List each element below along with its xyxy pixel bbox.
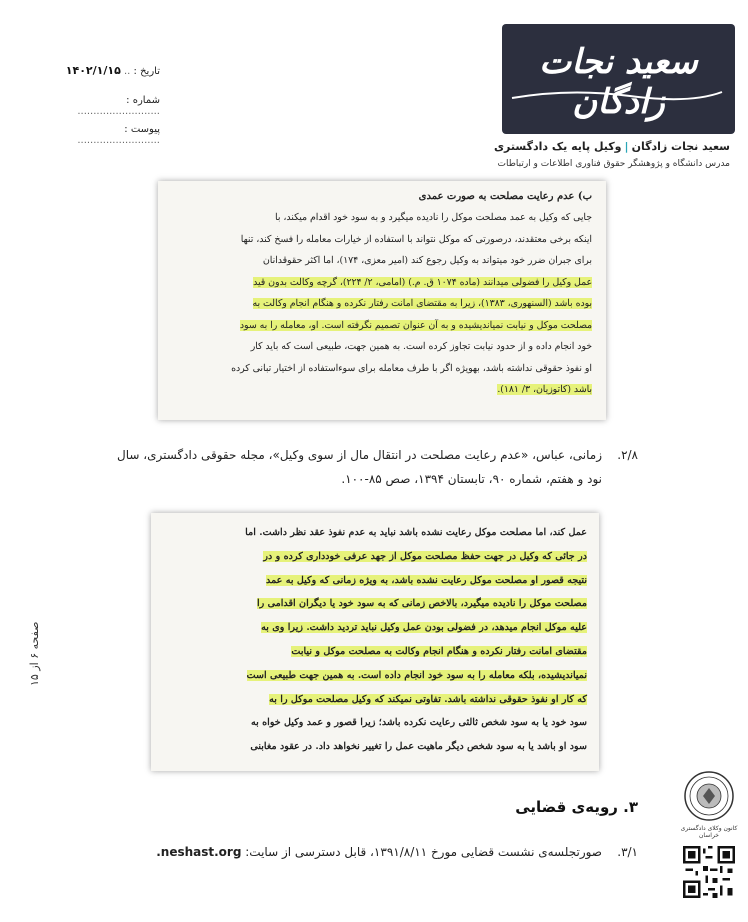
excerpt-2-line — [163, 664, 587, 688]
excerpt-1-line: جایی که وکیل به عمد مصلحت موکل را نادیده میگیرد و به سود خود اقدام میکند، با — [275, 212, 592, 223]
date-field — [48, 64, 160, 77]
excerpt-2-highlight: مقتضای امانت رفتار نکرده و هنگام انجام وکالت به مصلحت موکل و نیابت — [291, 645, 587, 657]
attachment-label: پیوست : — [124, 124, 160, 135]
logo-swoosh-icon — [510, 86, 725, 106]
lawyer-rank: وکیل پایه یک دادگستری — [493, 140, 622, 153]
excerpt-2-line: سود خود یا به سود شخص ثالثی رعایت نکرده باشد؛ زیرا قصور و عمد وکیل خواه به — [250, 717, 587, 729]
excerpt-2-line — [163, 640, 587, 664]
excerpt-2-line — [163, 545, 587, 569]
qr-code-icon[interactable] — [683, 846, 735, 898]
excerpt-1-highlight: باشد (کاتوزیان، ۳/ ۱۸۱). — [497, 384, 592, 395]
attachment-dots: .......................... — [77, 135, 160, 146]
excerpt-1-highlight: عمل وکیل را فضولی میدانند (ماده ۱۰۷۴ ق. م.) (امامی، ۲/ ۲۲۴)، گرچه وکالت بدون قید — [253, 276, 592, 288]
excerpt-1-highlight: بوده باشد (السنهوری، ۱۳۸۳)، زیرا به مقتضای امانت رفتار نکرده و هنگام انجام وکالت به — [252, 298, 592, 309]
date-label: تاریخ : — [133, 66, 160, 77]
excerpt-1-line: او نفوذ حقوقی نداشته باشد، بهویژه اگر با طرف معامله برای سوءاستفاده از اختیار تبانی کرده — [231, 362, 592, 374]
footnote-1-number: ۲/۸. — [617, 448, 638, 462]
excerpt-image-1 — [158, 181, 606, 420]
number-field — [48, 95, 160, 117]
footnote-2-site[interactable]: neshast.org. — [156, 845, 242, 859]
number-dots: .......................... — [77, 106, 160, 117]
excerpt-1-line — [172, 379, 592, 401]
date-value: ۱۴۰۲/۱/۱۵ — [65, 64, 121, 77]
excerpt-2-highlight: که کار او نفوذ حقوقی نداشته باشد. تفاوتی نمیکند که وکیل مصلحت موکل را به — [269, 693, 587, 705]
excerpt-1-heading: ب) عدم رعایت مصلحت به صورت عمدی — [418, 191, 592, 202]
excerpt-2-highlight: نمیاندیشیده، بلکه معامله را به سود خود انجام داده است. به همین جهت طبیعی است — [246, 669, 587, 681]
lawyer-title — [494, 140, 730, 153]
number-label: شماره : — [126, 95, 160, 106]
excerpt-2-line — [163, 592, 587, 616]
footnote-2-number: ۳/۱. — [617, 845, 638, 859]
excerpt-1-line-text: برای جبران ضرر خود میتواند به وکیل رجوع کند (امیر معزی، ۱۷۴)، اما اکثر حقوقدانان — [262, 255, 592, 266]
excerpt-1-line: خود انجام داده و از حدود نیابت تجاوز کرده است. به همین جهت، طبیعی است که باید کار — [250, 341, 592, 352]
excerpt-2-highlight: در جائی که وکیل در جهت حفظ مصلحت موکل از جهد عرفی خودداری کرده و در — [263, 550, 587, 562]
logo — [502, 24, 735, 134]
excerpt-1-line — [172, 293, 592, 315]
excerpt-1-highlight: مصلحت موکل و نیابت نمیاندیشیده و به آن عنوان تصمیم نگرفته است. او، معامله را به سود — [239, 319, 592, 331]
excerpt-1-line — [172, 315, 592, 337]
excerpt-2-line — [163, 569, 587, 593]
excerpt-1-line — [172, 250, 592, 272]
seal-caption: کانون وکلای دادگستری خراسان — [680, 825, 738, 839]
footnote-1-text: زمانی، عباس، «عدم رعایت مصلحت در انتقال مال از سوی وکیل»، مجله حقوقی دادگستری، سال نود و هفتم، شماره ۹۰، تابستان ۱۳۹۴، صص ۸۵-۱۰۰. — [116, 448, 602, 486]
footnote-2-text: صورتجلسه‌ی نشست قضایی مورخ ۱۳۹۱/۸/۱۱، قابل دسترسی از سایت: — [245, 845, 602, 859]
title-separator: | — [624, 140, 629, 153]
date-dots: .. — [124, 66, 131, 77]
excerpt-2-highlight: نتیجه قصور او مصلحت موکل رعایت نشده باشد، به ویژه زمانی که وکیل به عمد — [266, 574, 587, 586]
excerpt-2-line: سود او باشد یا به سود شخص دیگر ماهیت عمل را تغییر نخواهد داد. در عقود مغابنی — [250, 741, 587, 753]
page-number: صفحه ۶ از ۱۵ — [28, 621, 41, 686]
footnote-2 — [78, 840, 638, 864]
excerpt-1-line: اینکه برخی معتقدند، درصورتی که موکل نتواند با استفاده از خیارات معامله را فسخ کند، تنها — [240, 233, 592, 245]
lawyer-subtitle: مدرس دانشگاه و پژوهشگر حقوق فناوری اطلاعات و ارتباطات — [497, 159, 730, 169]
excerpt-1-line — [172, 272, 592, 294]
footnote-2-text-wrap — [78, 840, 602, 864]
page-number-area — [28, 606, 44, 696]
excerpt-image-2 — [151, 513, 599, 771]
bar-association-seal-icon — [683, 770, 735, 822]
lawyer-name: سعید نجات زادگان — [631, 140, 730, 153]
footnote-1 — [108, 443, 638, 491]
excerpt-2-highlight: علیه موکل انجام میدهد، در فضولی بودن عمل وکیل نباید تردید داشت. زیرا وی به — [261, 622, 587, 634]
excerpt-2-line: عمل کند، اما مصلحت موکل رعایت نشده باشد نباید به عدم نفوذ عقد نظر داشت. اما — [245, 527, 587, 538]
excerpt-2-line — [163, 688, 587, 712]
excerpt-2-line — [163, 616, 587, 640]
excerpt-2-highlight: مصلحت موکل را نادیده میگیرد، بالاخص زمانی که به سود خود یا دیگران اقدامی را — [256, 598, 587, 610]
attachment-field — [48, 124, 160, 146]
section-title: ۳. رویه‌ی قضایی — [515, 798, 638, 816]
logo-text: سعید نجات زادگان — [539, 42, 698, 122]
